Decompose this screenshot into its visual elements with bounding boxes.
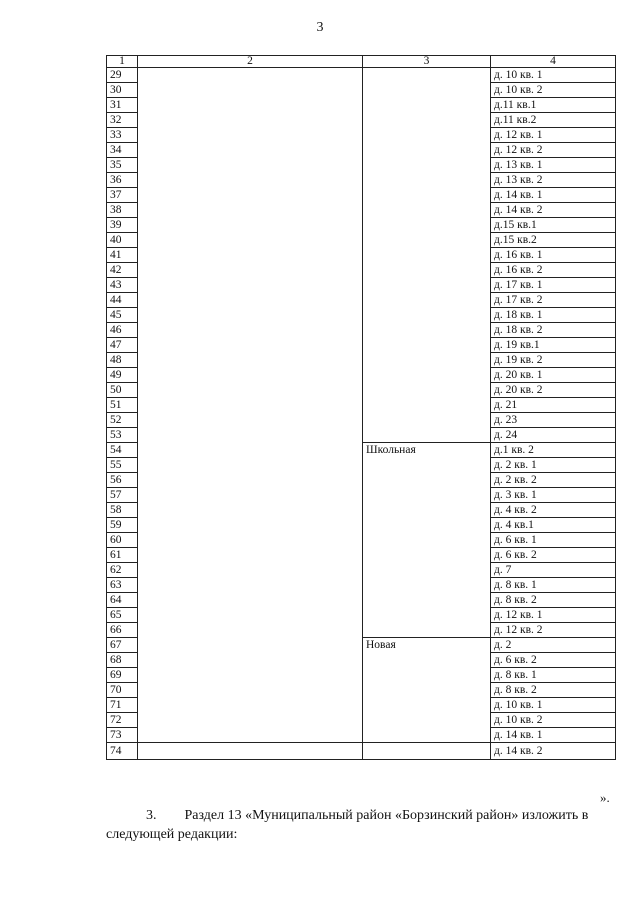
row-number: 52 <box>107 413 138 428</box>
address-cell: д. 13 кв. 2 <box>491 173 616 188</box>
row-number: 69 <box>107 668 138 683</box>
row-number: 57 <box>107 488 138 503</box>
district-cell <box>138 68 363 743</box>
street-cell <box>363 68 491 443</box>
row-number: 29 <box>107 68 138 83</box>
column-header-3: 3 <box>363 56 491 68</box>
address-cell: д. 14 кв. 1 <box>491 188 616 203</box>
row-number: 61 <box>107 548 138 563</box>
address-cell: д. 18 кв. 2 <box>491 323 616 338</box>
address-cell: д. 17 кв. 1 <box>491 278 616 293</box>
row-number: 41 <box>107 248 138 263</box>
row-number: 30 <box>107 83 138 98</box>
address-cell: д. 21 <box>491 398 616 413</box>
address-cell: д. 24 <box>491 428 616 443</box>
row-number: 33 <box>107 128 138 143</box>
address-cell: д.11 кв.1 <box>491 98 616 113</box>
address-cell: д. 8 кв. 2 <box>491 593 616 608</box>
address-cell: д. 20 кв. 1 <box>491 368 616 383</box>
paragraph-number: 3. <box>146 808 157 823</box>
row-number: 74 <box>107 743 138 760</box>
address-cell: д. 17 кв. 2 <box>491 293 616 308</box>
table-body <box>107 68 616 760</box>
district-cell <box>138 743 363 760</box>
row-number: 36 <box>107 173 138 188</box>
address-cell: д.1 кв. 2 <box>491 443 616 458</box>
row-number: 38 <box>107 203 138 218</box>
row-number: 72 <box>107 713 138 728</box>
address-cell: д. 23 <box>491 413 616 428</box>
address-cell: д.11 кв.2 <box>491 113 616 128</box>
address-cell: д. 10 кв. 1 <box>491 68 616 83</box>
row-number: 67 <box>107 638 138 653</box>
address-cell: д. 7 <box>491 563 616 578</box>
row-number: 49 <box>107 368 138 383</box>
row-number: 31 <box>107 98 138 113</box>
row-number: 71 <box>107 698 138 713</box>
address-cell: д. 16 кв. 2 <box>491 263 616 278</box>
row-number: 62 <box>107 563 138 578</box>
row-number: 46 <box>107 323 138 338</box>
row-number: 48 <box>107 353 138 368</box>
column-header-4: 4 <box>491 56 616 68</box>
row-number: 53 <box>107 428 138 443</box>
row-number: 55 <box>107 458 138 473</box>
address-cell: д. 4 кв. 2 <box>491 503 616 518</box>
address-cell: д. 19 кв. 2 <box>491 353 616 368</box>
address-cell: д. 12 кв. 2 <box>491 623 616 638</box>
row-number: 66 <box>107 623 138 638</box>
address-cell: д. 2 кв. 1 <box>491 458 616 473</box>
address-cell: д. 12 кв. 2 <box>491 143 616 158</box>
address-table <box>106 55 616 760</box>
address-cell: д. 18 кв. 1 <box>491 308 616 323</box>
column-header-2: 2 <box>138 56 363 68</box>
address-cell: д. 10 кв. 2 <box>491 713 616 728</box>
row-number: 54 <box>107 443 138 458</box>
row-number: 51 <box>107 398 138 413</box>
address-cell: д. 2 кв. 2 <box>491 473 616 488</box>
row-number: 47 <box>107 338 138 353</box>
row-number: 64 <box>107 593 138 608</box>
address-cell: д. 6 кв. 2 <box>491 548 616 563</box>
table-header-row <box>107 56 616 68</box>
column-header-1: 1 <box>107 56 138 68</box>
street-cell: Новая <box>363 638 491 743</box>
row-number: 65 <box>107 608 138 623</box>
address-cell: д. 14 кв. 2 <box>491 203 616 218</box>
address-cell: д. 20 кв. 2 <box>491 383 616 398</box>
street-cell: Школьная <box>363 443 491 638</box>
table-row <box>107 68 616 83</box>
address-cell: д. 2 <box>491 638 616 653</box>
address-cell: д. 3 кв. 1 <box>491 488 616 503</box>
address-cell: д. 8 кв. 1 <box>491 668 616 683</box>
row-number: 60 <box>107 533 138 548</box>
address-cell: д. 14 кв. 2 <box>491 743 616 760</box>
address-cell: д. 4 кв.1 <box>491 518 616 533</box>
address-cell: д.15 кв.2 <box>491 233 616 248</box>
row-number: 68 <box>107 653 138 668</box>
address-cell: д. 8 кв. 1 <box>491 578 616 593</box>
closing-quote: ». <box>600 790 610 805</box>
row-number: 39 <box>107 218 138 233</box>
row-number: 73 <box>107 728 138 743</box>
row-number: 35 <box>107 158 138 173</box>
paragraph-text: Раздел 13 «Муниципальный район «Борзинский район» изложить в следующей редакции: <box>106 808 589 842</box>
street-cell <box>363 743 491 760</box>
address-cell: д. 6 кв. 1 <box>491 533 616 548</box>
row-number: 63 <box>107 578 138 593</box>
row-number: 50 <box>107 383 138 398</box>
address-cell: д. 14 кв. 1 <box>491 728 616 743</box>
row-number: 42 <box>107 263 138 278</box>
address-cell: д. 12 кв. 1 <box>491 608 616 623</box>
address-cell: д. 10 кв. 2 <box>491 83 616 98</box>
row-number: 43 <box>107 278 138 293</box>
address-cell: д. 19 кв.1 <box>491 338 616 353</box>
row-number: 44 <box>107 293 138 308</box>
row-number: 70 <box>107 683 138 698</box>
paragraph-3 <box>106 806 615 844</box>
row-number: 37 <box>107 188 138 203</box>
row-number: 40 <box>107 233 138 248</box>
page-number: 3 <box>316 20 324 35</box>
address-cell: д. 6 кв. 2 <box>491 653 616 668</box>
row-number: 34 <box>107 143 138 158</box>
address-cell: д. 8 кв. 2 <box>491 683 616 698</box>
row-number: 32 <box>107 113 138 128</box>
row-number: 56 <box>107 473 138 488</box>
address-cell: д. 13 кв. 1 <box>491 158 616 173</box>
address-cell: д. 12 кв. 1 <box>491 128 616 143</box>
table-row <box>107 743 616 760</box>
address-cell: д. 10 кв. 1 <box>491 698 616 713</box>
row-number: 59 <box>107 518 138 533</box>
row-number: 45 <box>107 308 138 323</box>
address-cell: д. 16 кв. 1 <box>491 248 616 263</box>
address-cell: д.15 кв.1 <box>491 218 616 233</box>
row-number: 58 <box>107 503 138 518</box>
